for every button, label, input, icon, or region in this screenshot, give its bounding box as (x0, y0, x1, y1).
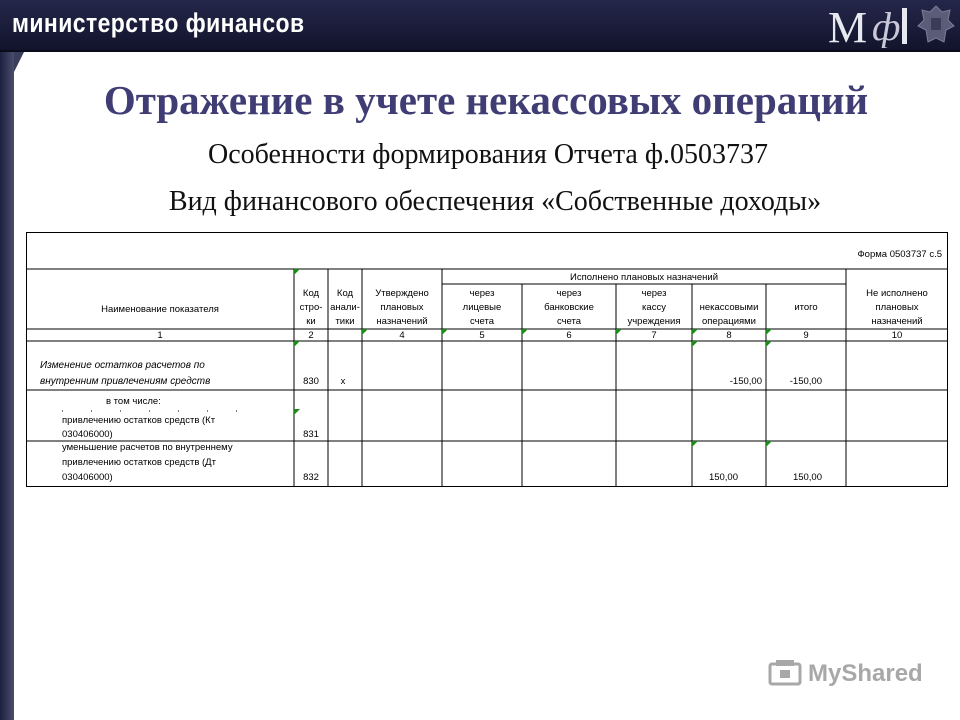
header-approved-1: Утверждено (375, 288, 429, 299)
header-not-executed-2: плановых (875, 302, 919, 313)
header-personal-3: счета (469, 316, 495, 327)
col-number-10: 10 (891, 330, 903, 341)
ministry-logo (826, 2, 912, 48)
row-name-line: Изменение остатков расчетов по (40, 360, 205, 371)
slide-subtitle-2: Вид финансового обеспечения «Собственные доходы» (168, 186, 822, 217)
row-name-line: внутренним привлечениям средств (40, 376, 211, 387)
row-name-line: уменьшение расчетов по внутреннему (62, 442, 233, 453)
slide-subtitle: Особенности формирования Отчета ф.0503737 (208, 139, 768, 170)
ministry-name: министерство финансов (12, 8, 305, 38)
col-number-5: 5 (479, 330, 485, 341)
row-name-line: 030406000) (62, 429, 113, 440)
watermark-text: MyShared (808, 660, 923, 687)
header-not-executed-3: назначений (871, 316, 923, 327)
table-row (62, 396, 319, 440)
header-code-row-2: стро- (299, 302, 323, 313)
header-personal-2: лицевые (462, 302, 502, 313)
logo-letter-m: М (828, 3, 868, 48)
col-number-4: 4 (399, 330, 405, 341)
row-name-line: в том числе: (106, 396, 161, 407)
col-number-9: 9 (803, 330, 809, 341)
header-analytics-3: тики (335, 316, 355, 327)
header-personal-1: через (469, 288, 495, 299)
header-bank-3: счета (556, 316, 582, 327)
row-analytics: x (340, 376, 346, 387)
slide-title: Отражение в учете некассовых операций (103, 77, 869, 123)
row-noncash: -150,00 (729, 376, 762, 387)
report-form-table (26, 232, 948, 488)
header-cash-1: через (641, 288, 667, 299)
row-code: 832 (303, 472, 319, 483)
form-label: Форма 0503737 с.5 (857, 249, 942, 260)
header-approved-2: плановых (380, 302, 424, 313)
header-analytics-1: Код (336, 288, 354, 299)
header-bank-1: через (556, 288, 582, 299)
header-cash-3: учреждения (627, 316, 681, 327)
row-code: 830 (303, 376, 319, 387)
header-total: итого (794, 302, 818, 313)
header-bar (0, 0, 960, 52)
col-number-8: 8 (726, 330, 732, 341)
header-not-executed-1: Не исполнено (866, 288, 928, 299)
header-code-row-3: ки (306, 316, 316, 327)
col-number-2: 2 (308, 330, 314, 341)
row-name-line: привлечению остатков средств (Дт (62, 457, 216, 468)
row-name-line: 030406000) (62, 472, 113, 483)
comment-markers (294, 269, 772, 447)
header-code-row-1: Код (302, 288, 320, 299)
header-name: Наименование показателя (101, 304, 219, 315)
col-number-1: 1 (157, 330, 163, 341)
header-bank-2: банковские (544, 302, 594, 313)
row-code: 831 (303, 429, 319, 440)
row-total: -150,00 (789, 376, 822, 387)
col-number-6: 6 (566, 330, 572, 341)
header-noncash-2: операциями (701, 316, 757, 327)
coat-of-arms-icon (914, 2, 958, 48)
header-noncash-1: некассовыми (699, 302, 759, 313)
table-row (40, 360, 822, 387)
col-number-7: 7 (651, 330, 657, 341)
header-cash-2: кассу (642, 302, 666, 313)
row-name-line: привлечению остатков средств (Кт (62, 415, 216, 426)
row-noncash: 150,00 (708, 472, 738, 483)
logo-letter-f: ф (872, 4, 901, 48)
header-executed: Исполнено плановых назначений (570, 272, 718, 283)
header-analytics-2: анали- (330, 302, 360, 313)
row-total: 150,00 (792, 472, 822, 483)
header-approved-3: назначений (376, 316, 428, 327)
